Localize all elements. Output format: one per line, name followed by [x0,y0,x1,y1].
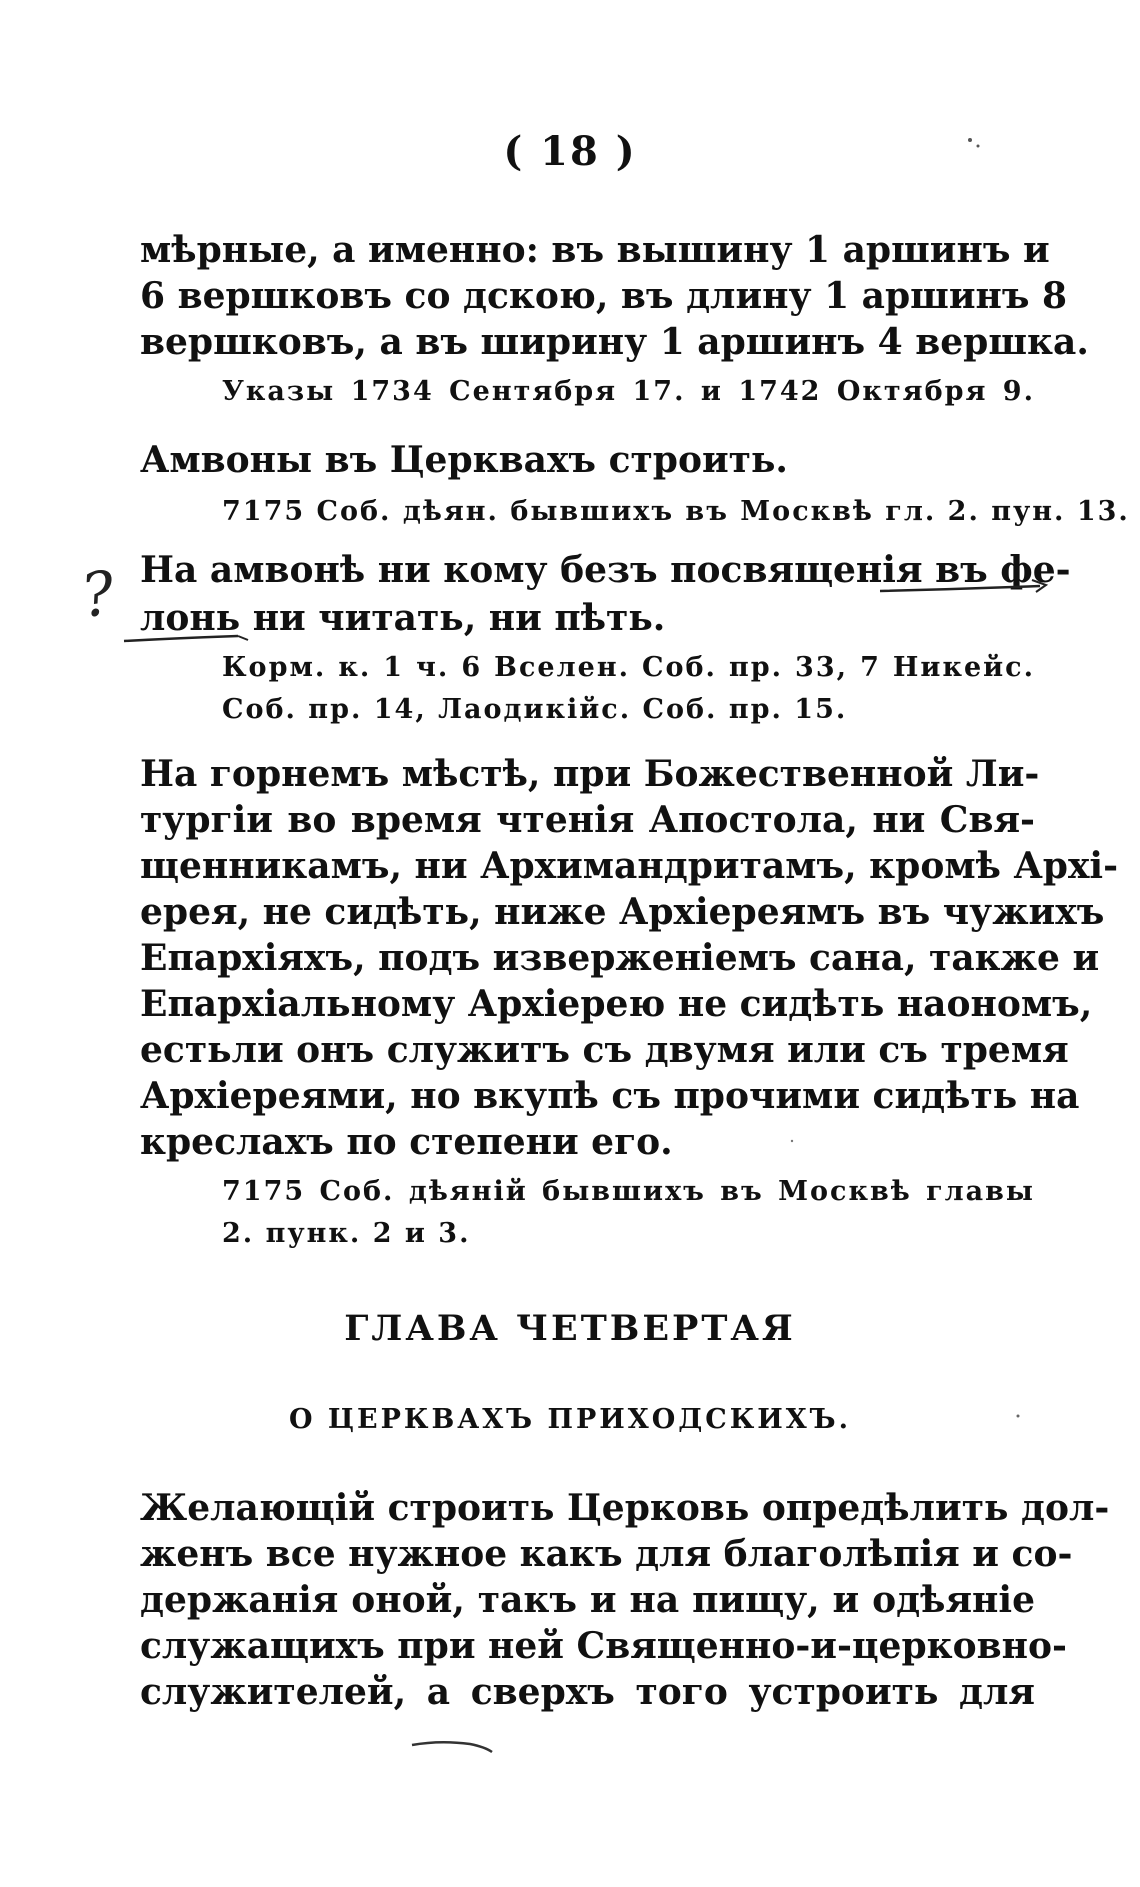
paragraph-line: На горнемъ мѣстѣ, при Божественной Ли- [140,753,1040,795]
paragraph-line: женъ все нужное какъ для благолѣпія и со- [140,1533,1073,1575]
paragraph-line: мѣрные, а именно: въ вышину 1 аршинъ и [140,229,1050,271]
reference-line: 2. пунк. 2 и 3. [222,1218,471,1249]
handwritten-question-mark: ? [77,558,119,632]
reference-line: Корм. к. 1 ч. 6 Вселен. Соб. пр. 33, 7 Никейс. [222,652,1035,683]
paragraph-line: Желающій строить Церковь опредѣлить дол- [140,1487,1110,1529]
reference-line: 7175 Соб. дѣян. бывшихъ въ Москвѣ гл. 2. пун. 13. [222,496,1130,527]
reference-line: Соб. пр. 14, Лаодикійс. Соб. пр. 15. [222,694,848,725]
paragraph-line: вершковъ, а въ ширину 1 аршинъ 4 вершка. [140,321,1089,363]
paragraph-line: служащихъ при ней Священно-и-церковно- [140,1625,1067,1667]
paragraph-line: тургіи во время чтенія Апостола, ни Свя- [140,799,1035,841]
chapter-title: ГЛАВА ЧЕТВЕРТАЯ [344,1308,796,1349]
reference-line: 7175 Соб. дѣяній бывшихъ въ Москвѣ главы [222,1176,1035,1207]
paragraph-line: 6 вершковъ со дскою, въ длину 1 аршинъ 8 [140,275,1068,317]
page-number: ( 18 ) [503,128,637,175]
reference-line: Указы 1734 Сентября 17. и 1742 Октября 9. [222,376,1035,407]
paragraph-line: держанія оной, такъ и на пищу, и одѣяніе [140,1579,1035,1621]
paragraph-line: Архіереями, но вкупѣ съ прочими сидѣть на [140,1075,1080,1117]
chapter-subtitle: О ЦЕРКВАХЪ ПРИХОДСКИХЪ. [289,1404,851,1435]
paragraph-line: лонь ни читать, ни пѣть. [140,597,666,639]
paragraph-line: На амвонѣ ни кому безъ посвященія въ фе- [140,549,1071,591]
paragraph-line: ерея, не сидѣть, ниже Архіереямъ въ чужихъ [140,891,1105,933]
paragraph-line: Епархіяхъ, подъ изверженіемъ сана, также и [140,937,1100,979]
paragraph-line: естьли онъ служитъ съ двумя или съ тремя [140,1029,1069,1071]
paragraph-line: Епархіальному Архіерею не сидѣть наономъ, [140,983,1093,1025]
paragraph-line: служителей, а сверхъ того устроить для [140,1671,1035,1713]
paragraph-line: креслахъ по степени его. [140,1121,673,1163]
paragraph-line: Амвоны въ Церквахъ строить. [140,439,788,481]
paragraph-line: щенникамъ, ни Архимандритамъ, кромѣ Архі- [140,845,1119,887]
